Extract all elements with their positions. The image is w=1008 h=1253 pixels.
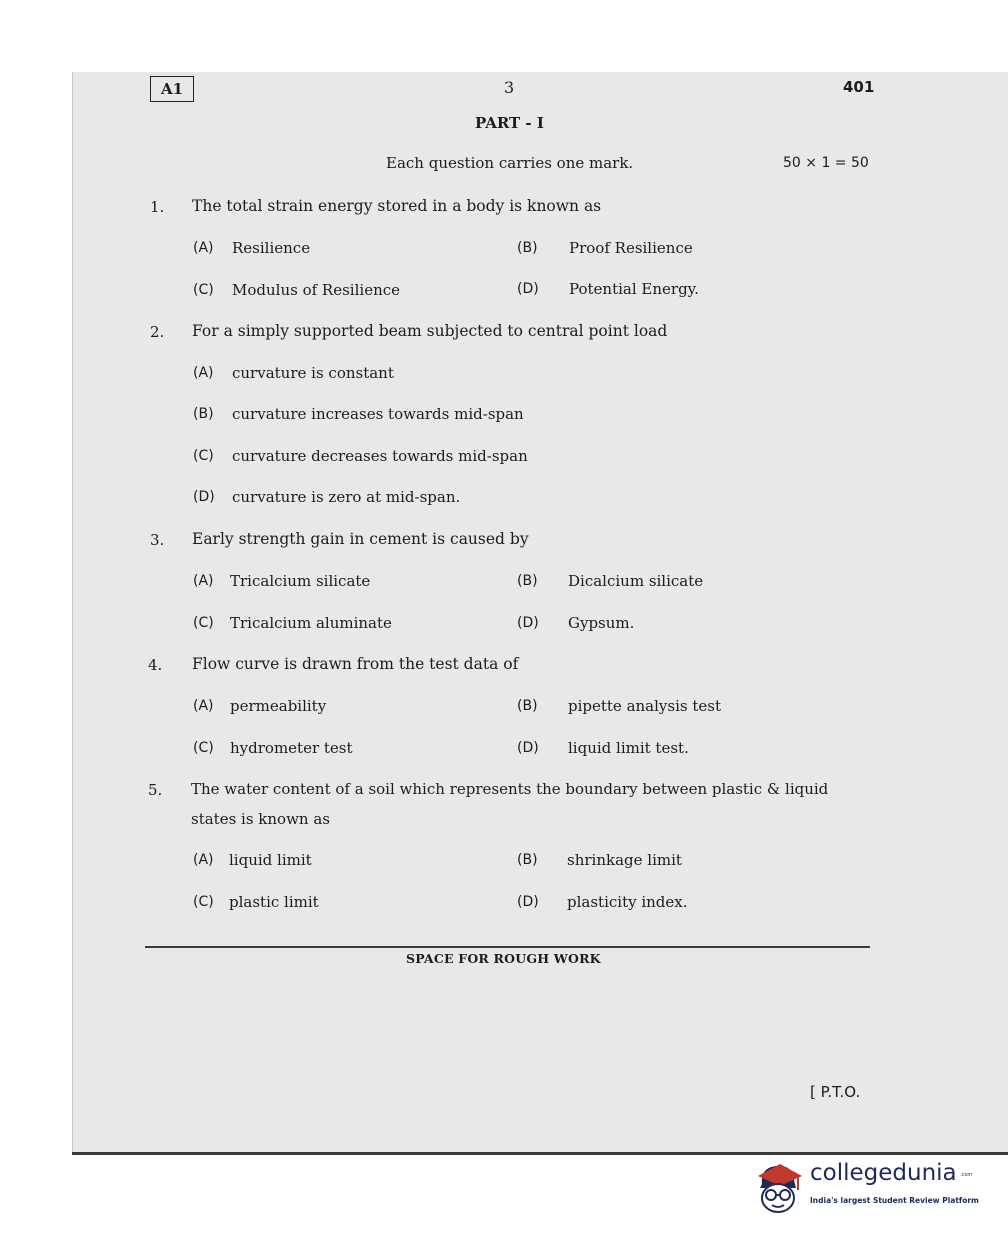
question-number: 1. [150, 198, 165, 216]
option-label: (D) [517, 281, 539, 297]
option-label: (C) [193, 894, 214, 910]
sheet-bottom-edge [72, 1152, 1008, 1155]
question-text: Early strength gain in cement is caused by [192, 530, 529, 548]
question-number: 5. [148, 781, 163, 799]
option-label: (C) [193, 615, 214, 631]
rough-work-heading: SPACE FOR ROUGH WORK [406, 951, 601, 966]
option-label: (D) [193, 489, 215, 505]
option-label: (C) [193, 282, 214, 298]
option-label: (A) [193, 698, 214, 714]
option-text: Proof Resilience [569, 239, 693, 257]
option-text: curvature is constant [232, 364, 394, 382]
option-text: Tricalcium aluminate [230, 614, 392, 632]
option-text: liquid limit [229, 851, 312, 869]
option-text: shrinkage limit [567, 851, 682, 869]
mascot-logo-icon [752, 1158, 806, 1218]
collegedunia-logo [752, 1158, 992, 1218]
question-number: 3. [150, 531, 165, 549]
option-label: (C) [193, 740, 214, 756]
option-text: hydrometer test [230, 739, 353, 757]
option-text: liquid limit test. [568, 739, 689, 757]
page-number: 3 [504, 78, 515, 97]
option-text: plastic limit [229, 893, 319, 911]
option-text: curvature increases towards mid-span [232, 405, 524, 423]
option-text: permeability [230, 697, 327, 715]
exam-sheet [72, 72, 1008, 1154]
option-label: (B) [517, 852, 538, 868]
instruction: Each question carries one mark. [386, 154, 634, 172]
option-label: (D) [517, 615, 539, 631]
option-text: Modulus of Resilience [232, 281, 401, 299]
question-number: 4. [148, 656, 163, 674]
option-text: Tricalcium silicate [230, 572, 371, 590]
divider-line [145, 946, 870, 948]
question-text-line1: The water content of a soil which represents the boundary between plastic & liquid [191, 780, 829, 798]
option-text: Gypsum. [568, 614, 635, 632]
marks-scheme: 50 × 1 = 50 [783, 155, 869, 171]
option-text: Potential Energy. [569, 280, 699, 298]
paper-code: 401 [843, 78, 875, 96]
question-number: 2. [150, 323, 165, 341]
question-text: For a simply supported beam subjected to central point load [192, 322, 668, 340]
question-text-line2: states is known as [191, 810, 330, 828]
option-text: Dicalcium silicate [568, 572, 704, 590]
option-label: (B) [517, 573, 538, 589]
option-label: (B) [193, 406, 214, 422]
option-text: pipette analysis test [568, 697, 721, 715]
option-label: (B) [517, 698, 538, 714]
option-label: (C) [193, 448, 214, 464]
option-label: (D) [517, 894, 539, 910]
brand-name: collegedunia [810, 1160, 957, 1186]
part-title: PART - I [475, 114, 544, 132]
option-text: curvature decreases towards mid-span [232, 447, 528, 465]
brand-suffix: .com [960, 1172, 973, 1178]
pto-note: [ P.T.O. [810, 1083, 861, 1101]
option-text: plasticity index. [567, 893, 688, 911]
option-label: (A) [193, 573, 214, 589]
question-text: Flow curve is drawn from the test data of [192, 655, 519, 673]
option-label: (D) [517, 740, 539, 756]
option-text: curvature is zero at mid-span. [232, 488, 461, 506]
option-label: (A) [193, 365, 214, 381]
brand-tagline: India's largest Student Review Platform [810, 1196, 979, 1205]
question-text: The total strain energy stored in a body is known as [192, 197, 602, 215]
option-text: Resilience [232, 239, 311, 257]
option-label: (A) [193, 240, 214, 256]
option-label: (B) [517, 240, 538, 256]
option-label: (A) [193, 852, 214, 868]
set-code-box: A1 [150, 76, 194, 102]
